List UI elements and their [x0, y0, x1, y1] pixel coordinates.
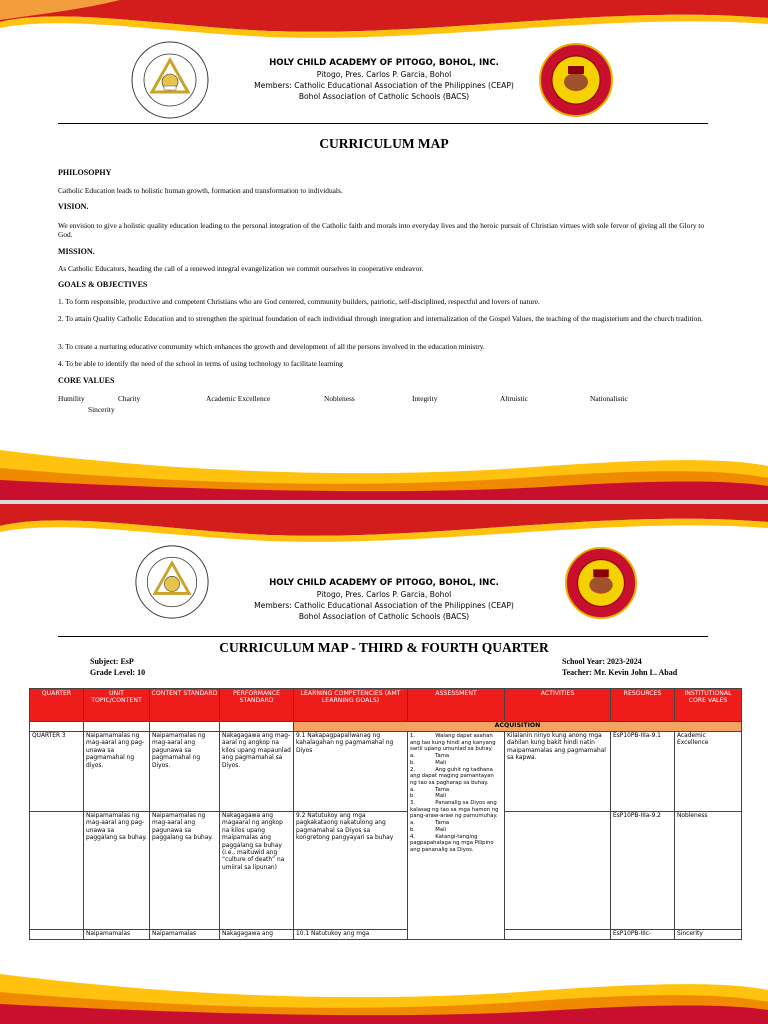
core-value-integrity: Integrity — [412, 394, 438, 403]
school-header — [0, 578, 768, 622]
performance-standard-cell: Nakagagawa ang magaaral ng angkop na kilos upang maipamalas ang paggalang sa buhay (i.e., maituwid ang “culture of death” na umiiral sa lipunan) — [220, 812, 294, 930]
activities-cell — [505, 930, 611, 940]
page-title: CURRICULUM MAP - THIRD & FOURTH QUARTER — [219, 640, 549, 655]
core-values-heading: CORE VALUES — [58, 376, 115, 385]
school-members-bacs: Bohol Association of Catholic Schools (BACS) — [298, 612, 470, 621]
teacher-label: Teacher: Mr. Kevin John L. Abad — [562, 667, 678, 677]
core-values-cell: Nobleness — [675, 812, 742, 930]
performance-standard-cell: Nakagagawa ang mag-aaral ng angkop na kilos upang mapaunlad ang pagmamahal sa Diyos. — [220, 732, 294, 812]
unit-cell: Naipamamalas ng mag-aaral ang pag-unawa sa paggalang sa buhay. — [84, 812, 150, 930]
column-header-core-values: INSTITUTIONAL CORE VALES — [675, 689, 742, 722]
assessment-line: a. Tama — [410, 820, 450, 827]
header-divider — [58, 123, 708, 124]
goal-3-text: 3. To create a nurturing educative community which enhances the growth and development of all the persons involved in the education ministry. — [58, 342, 485, 351]
goals-heading: GOALS & OBJECTIVES — [58, 280, 148, 289]
table-row — [30, 930, 742, 940]
table-row — [30, 812, 742, 930]
year-teacher-block — [562, 657, 677, 678]
core-value-nationalistic: Nationalistic — [590, 394, 628, 403]
school-members-bacs: Bohol Association of Catholic Schools (BACS) — [298, 92, 470, 101]
school-members-ceap: Members: Catholic Educational Association of the Philippines (CEAP) — [254, 601, 514, 610]
school-year-label: School Year: 2023-2024 — [562, 657, 642, 666]
curriculum-map-table — [29, 688, 742, 940]
school-members-ceap: Members: Catholic Educational Association of the Philippines (CEAP) — [254, 81, 514, 90]
activities-cell — [505, 812, 611, 930]
column-header-resources: RESOURCES — [611, 689, 675, 722]
philosophy-heading: PHILOSOPHY — [58, 168, 112, 177]
assessment-line: 1. Walang dapat asahan ang tao kung hindi ang kanyang sarili upang umunlad sa buhay. — [410, 733, 496, 753]
school-address: Pitogo, Pres. Carlos P. Garcia, Bohol — [316, 70, 452, 79]
core-value-humility: Humility — [58, 394, 85, 403]
subject-label: Subject: EsP — [90, 657, 134, 666]
core-values-cell: Academic Excellence — [675, 732, 742, 812]
assessment-line: a. Tama — [410, 786, 450, 793]
document-body — [58, 168, 708, 418]
subject-grade-block — [90, 657, 145, 678]
assessment-line: b. Mali — [410, 759, 447, 766]
resources-cell: EsP10PB-IIIc- — [611, 930, 675, 940]
resources-cell: EsP10PB-IIIa-9.2 — [611, 812, 675, 930]
assessment-line: b. Mali — [410, 793, 447, 800]
unit-cell: Naipamamalas — [84, 930, 150, 940]
school-name: HOLY CHILD ACADEMY OF PITOGO, BOHOL, INC. — [269, 578, 499, 588]
competency-cell: 9.1 Nakapagpapaliwanag ng kahalagahan ng pagmamahal ng Diyos — [294, 732, 408, 812]
page-1 — [0, 0, 768, 500]
quarter-cell: QUARTER 3 — [30, 732, 84, 812]
assessment-line: b. Mali — [410, 826, 447, 833]
school-header — [0, 58, 768, 102]
bottom-wave-decoration — [0, 420, 768, 500]
core-value-altruistic: Altruistic — [500, 394, 528, 403]
quarter-cell — [30, 930, 84, 940]
top-wave-decoration — [0, 0, 768, 60]
column-header-content-standard: CONTENT STANDARD — [150, 689, 220, 722]
unit-cell: Naipamamalas ng mag-aaral ang pag-unawa sa pagmamahal ng diyos. — [84, 732, 150, 812]
school-name: HOLY CHILD ACADEMY OF PITOGO, BOHOL, INC. — [269, 58, 499, 68]
assessment-cell — [408, 732, 505, 940]
assessment-line: 2. Ang guhit ng tadhana ang dapat maging pamantayan ng tao sa pagharap sa buhay. — [410, 766, 494, 786]
vision-text: We envision to give a holistic quality education leading to the personal integration of the Catholic faith and morals into everyday lives and the heroic pursuit of Christian virtues with sole fervor of giving all the Glory to God. — [58, 221, 705, 240]
assessment-line: a. Tama — [410, 753, 450, 760]
resources-cell: EsP10PB-IIIa-9.1 — [611, 732, 675, 812]
core-value-sincerity: Sincerity — [88, 405, 115, 414]
content-standard-cell: Naipamamalas — [150, 930, 220, 940]
core-value-nobleness: Nobleness — [324, 394, 355, 403]
core-value-academic-excellence: Academic Excellence — [206, 394, 271, 403]
page-2 — [0, 504, 768, 1024]
mission-heading: MISSION. — [58, 247, 95, 256]
table-row — [30, 732, 742, 812]
column-header-quarter: QUARTER — [30, 689, 84, 722]
column-header-unit: UNIT TOPIC/CONTENT — [84, 689, 150, 722]
column-header-learning-competencies: LEARNING COMPETENCIES (AMT LEARNING GOALS) — [294, 689, 408, 722]
performance-standard-cell: Nakagagawa ang — [220, 930, 294, 940]
competency-cell: 10.1 Natutukoy ang mga — [294, 930, 408, 940]
top-wave-decoration — [0, 504, 768, 564]
assessment-line: 3. Pananalig sa Diyos ang kalasag ng tao sa mga hamon ng pang-araw-araw ng pamumuhay. — [410, 800, 499, 820]
column-header-performance-standard: PERFORMANCE STANDARD — [220, 689, 294, 722]
vision-heading: VISION. — [58, 202, 89, 211]
content-standard-cell: Naipamamalas ng mag-aaral ang pagunawa sa paggalang sa buhay. — [150, 812, 220, 930]
content-standard-cell: Naipamamalas ng mag-aaral ang pagunawa sa pagmamahal ng Diyos. — [150, 732, 220, 812]
table-header-row — [30, 689, 742, 722]
goal-2-text: 2. To attain Quality Catholic Education and to strengthen the spiritual foundation of each individual through integration and internalization of the Gospel Values, the teaching of the magisterium and the church tradition. — [58, 314, 703, 323]
goal-1-text: 1. To form responsible, productive and competent Christians who are God centered, community builders, patriotic, self-disciplined, respectful and lovers of nature. — [58, 297, 540, 306]
quarter-cell — [30, 812, 84, 930]
acquisition-row — [30, 722, 742, 732]
column-header-activities: ACTIVITIES — [505, 689, 611, 722]
core-value-charity: Charity — [118, 394, 141, 403]
core-values-cell: Sincerity — [675, 930, 742, 940]
page-title: CURRICULUM MAP — [319, 136, 449, 151]
activities-cell: Kilalanin ninyo kung anong mga dahilan kung bakit hindi natin maipamamalas ang pagmamahal sa kapwa. — [505, 732, 611, 812]
acquisition-label: ACQUISITION — [294, 722, 742, 732]
header-divider — [58, 636, 708, 637]
grade-level-label: Grade Level: 10 — [90, 667, 146, 677]
column-header-assessment: ASSESSMENT — [408, 689, 505, 722]
competency-cell: 9.2 Natutukoy ang mga pagkakataong nakatulong ang pagmamahal sa Diyos sa kongretong pangyayari sa buhay — [294, 812, 408, 930]
philosophy-text: Catholic Education leads to holistic human growth, formation and transformation to individuals. — [58, 186, 343, 195]
mission-text: As Catholic Educators, heading the call of a renewed integral evangelization we commit ourselves in cooperative endeavor. — [58, 264, 424, 273]
goal-4-text: 4. To be able to identify the need of the school in terms of using technology to facilitate learning — [58, 359, 343, 368]
school-address: Pitogo, Pres. Carlos P. Garcia, Bohol — [316, 590, 452, 599]
bottom-wave-decoration — [0, 944, 768, 1024]
assessment-line: 4. Katangi-tanging pagpapahalaga ng mga Pilipino ang pananalig sa Diyos. — [410, 833, 494, 853]
